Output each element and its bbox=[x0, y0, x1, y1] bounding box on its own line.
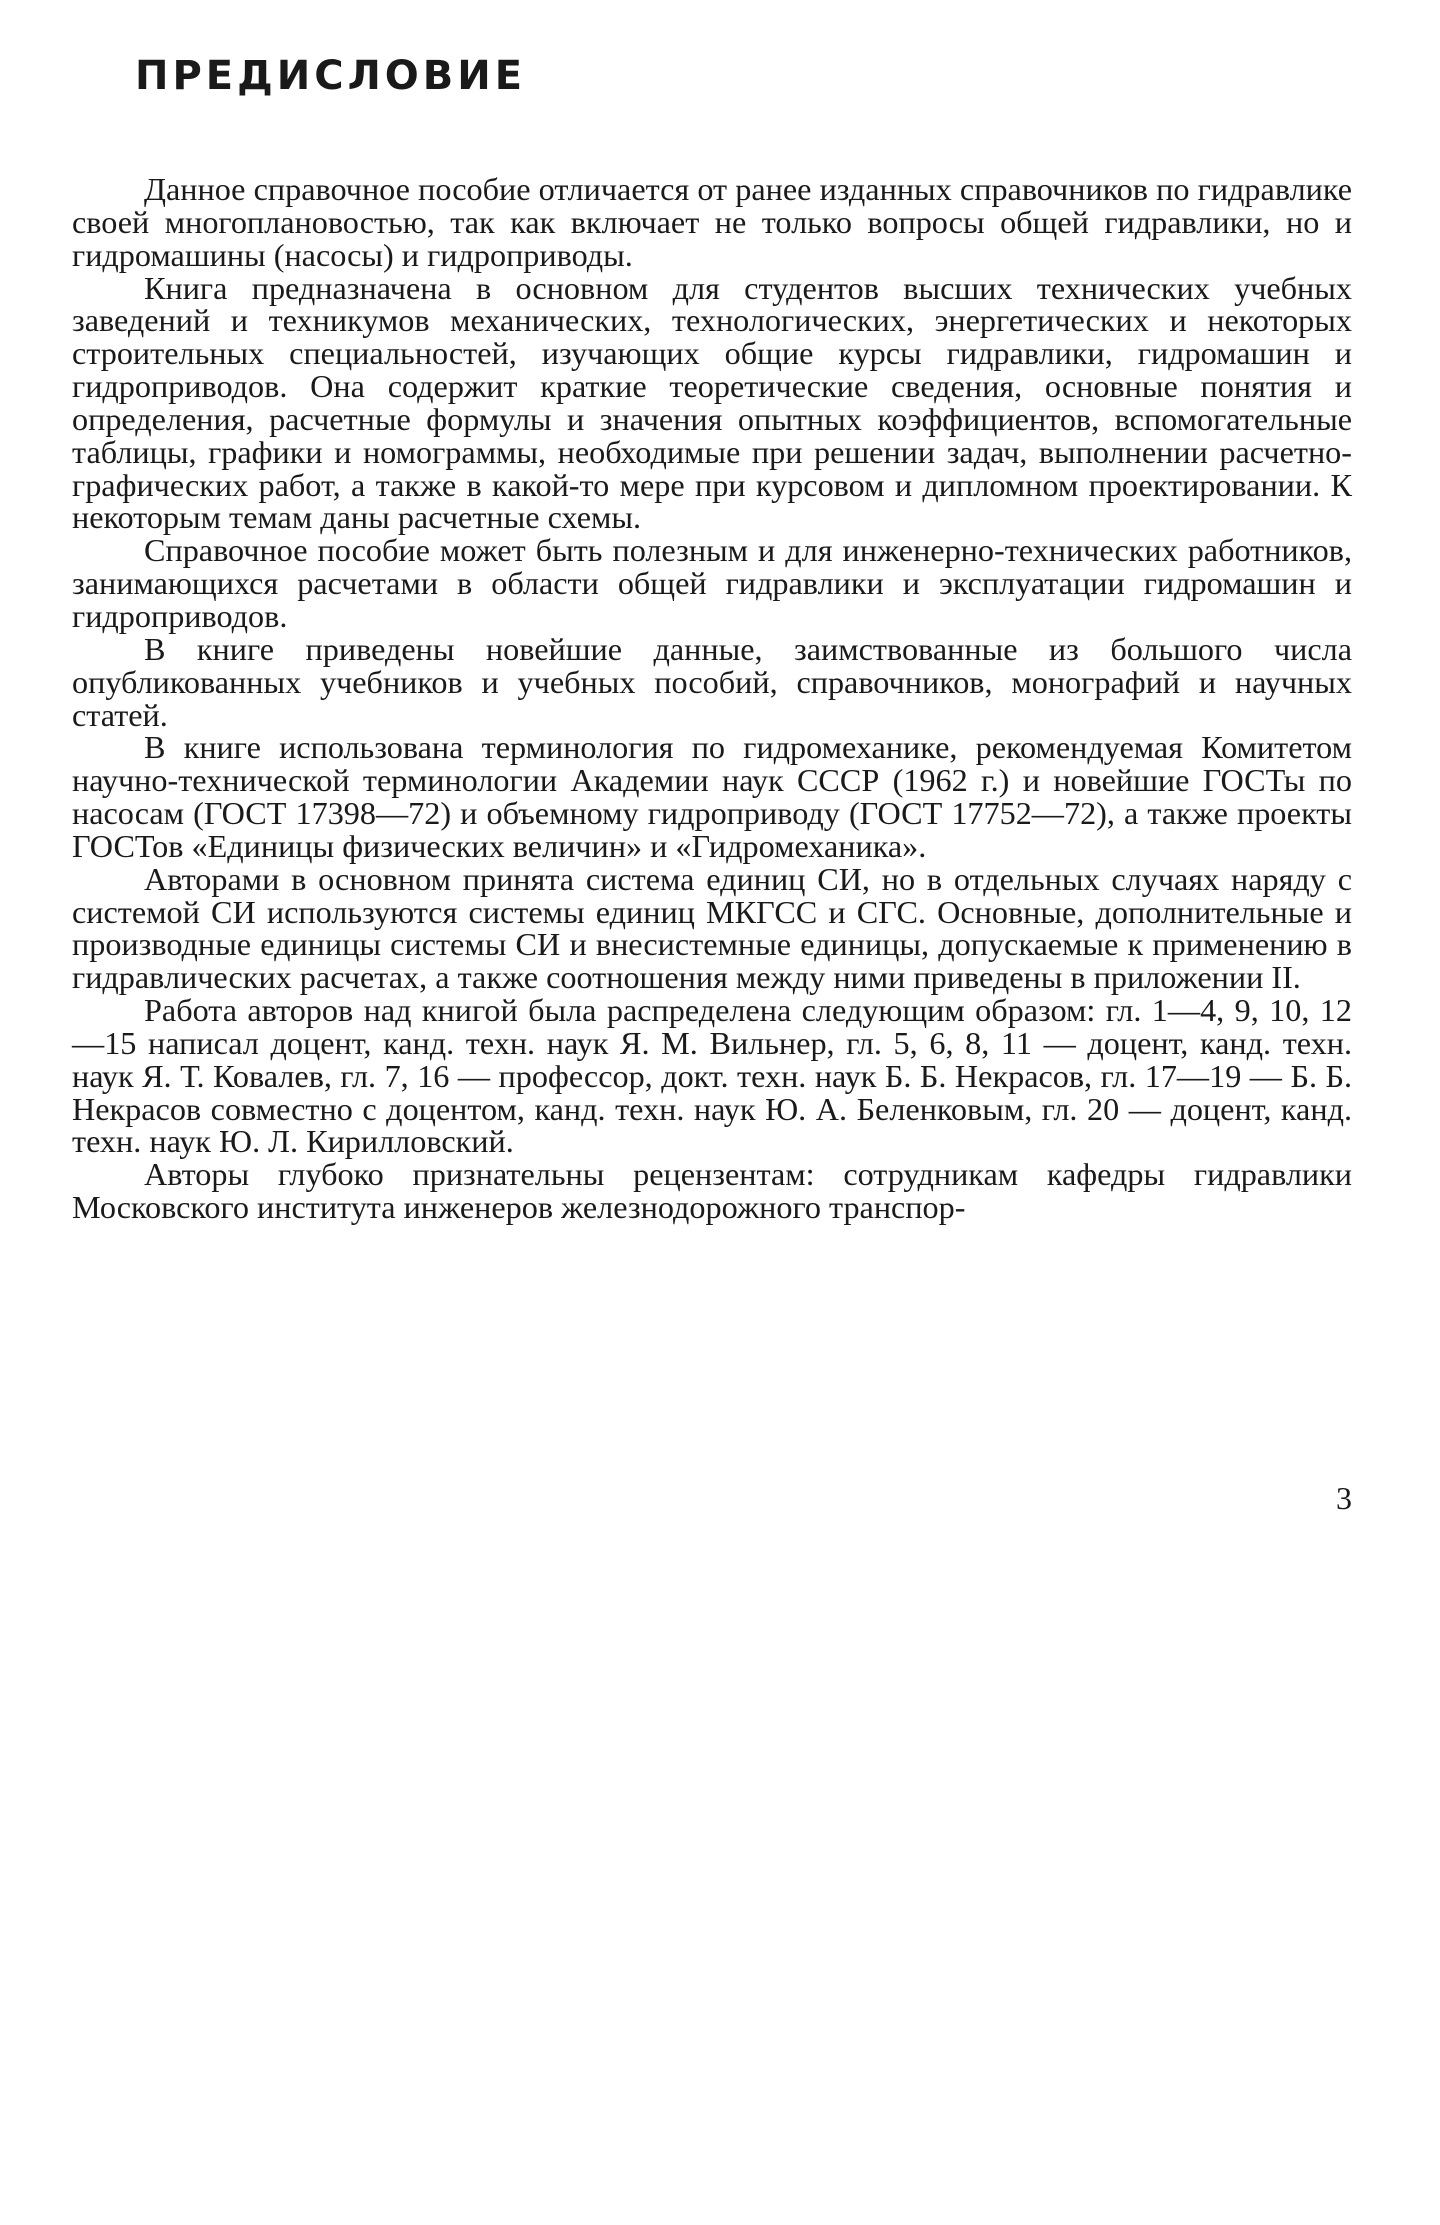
paragraph: В книге приведены новейшие данные, заимствованные из большого числа опубликованных учебников и учебных пособий, справочников, монографий и научных статей. bbox=[72, 630, 1352, 733]
paragraph: В книге использована терминология по гидромеханике, рекомендуемая Комитетом научно-технической терминологии Академии наук СССР (1962 г.) и новейшие ГОСТы по насосам (ГОСТ 17398—72) и объемному гидроприводу (ГОСТ 17752—72), а также проекты ГОСТов «Единицы физических величин» и «Гидромеханика». bbox=[72, 729, 1352, 864]
page-heading: ПРЕДИСЛОВИЕ bbox=[135, 53, 527, 99]
paragraph: Справочное пособие может быть полезным и для инженерно-технических работников, занимающихся расчетами в области общей гидравлики и эксплуатации гидромашин и гидроприводов. bbox=[72, 532, 1352, 634]
page-number: 3 bbox=[1336, 1480, 1352, 1516]
paragraph: Авторами в основном принята система единиц СИ, но в отдельных случаях наряду с системой СИ используются системы единиц МКГСС и СГС. Основные, дополнительные и производные единицы системы СИ и внесистемные единицы, допускаемые к применению в гидравлических расчетах, а также соотношения между ними приведены в приложении II. bbox=[72, 860, 1352, 996]
paragraph: Данное справочное пособие отличается от ранее изданных справочников по гидравлике своей многоплановостью, так как включает не только вопросы общей гидравлики, но и гидромашины (насосы) и гидроприводы. bbox=[72, 171, 1352, 273]
paragraph: Книга предназначена в основном для студентов высших технических учебных заведений и техникумов механических, технологических, энергетических и некоторых строительных специальностей, изучающих общие курсы гидравлики, гидромашин и гидроприводов. Она содержит краткие теоретические сведения, основные понятия и определения, расчетные формулы и значения опытных коэффициентов, вспомогательные таблицы, графики и номограммы, необходимые при решении задач, выполнении расчетно-графических работ, а также в какой-то мере при курсовом и дипломном проектировании. К некоторым темам даны расчетные схемы. bbox=[72, 269, 1352, 536]
paragraph: Авторы глубоко признательны рецензентам: сотрудникам кафедры гидравлики Московского института инженеров железнодорожного транспор- bbox=[72, 1156, 1352, 1226]
paragraph: Работа авторов над книгой была распределена следующим образом: гл. 1—4, 9, 10, 12—15 написал доцент, канд. техн. наук Я. М. Вильнер, гл. 5, 6, 8, 11 — доцент, канд. техн. наук Я. Т. Ковалев, гл. 7, 16 — профессор, докт. техн. наук Б. Б. Некрасов, гл. 17—19 — Б. Б. Некрасов совместно с доцентом, канд. техн. наук Ю. А. Беленковым, гл. 20 — доцент, канд. техн. наук Ю. Л. Кирилловский. bbox=[72, 992, 1352, 1160]
preface-text bbox=[72, 173, 1352, 1224]
